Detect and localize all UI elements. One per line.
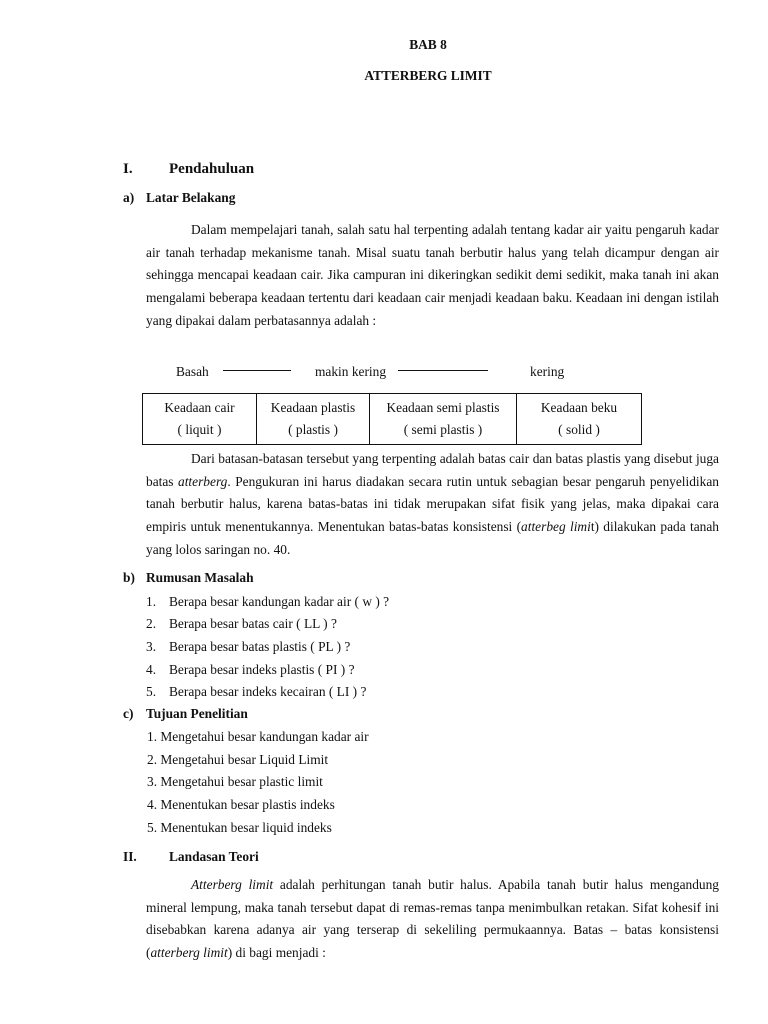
subsection-c-title: Tujuan Penelitian — [146, 706, 248, 721]
atterberg-paragraph-text — [146, 448, 719, 562]
state-cell-semi-plastic — [370, 394, 517, 445]
text-run: adalah perhitungan tanah butir halus. Apabila tanah butir halus mengandung mineral lempung, maka tanah tersebut dapat di remas-remas tanpa menimbulkan retakan. Sifat kohesif ini disebabkan karena adanya air yang terserap di sekeliling permukaannya. Batas – batas konsistensi ( — [146, 877, 719, 961]
text-run: ) di bagi menjadi : — [227, 945, 326, 961]
subsection-b-marker: b) — [123, 570, 135, 585]
scale-label-dry: kering — [530, 364, 565, 379]
list-item: 2. Mengetahui besar Liquid Limit — [147, 752, 329, 767]
state-en: ( semi plastis ) — [403, 422, 483, 437]
state-name: Keadaan beku — [540, 400, 618, 415]
list-item: Berapa besar indeks plastis ( PI ) ? — [169, 662, 355, 677]
atterberg-paragraph — [146, 448, 719, 562]
subsection-a-title: Latar Belakang — [146, 190, 236, 205]
text-run: . Pengukuran ini harus diadakan secara rutin untuk sebagian besar pengaruh penyelidikan tanah berbutir halus, karena batas-batas ini tidak merupakan sifat fisik yang jelas, maka dipakai cara empiris untuk menentukannya. Menentukan batas-batas konsistensi ( — [146, 473, 719, 535]
italic-term: atterberg limit — [150, 945, 228, 961]
state-cell-solid — [517, 394, 642, 445]
scale-label-drier: makin kering — [315, 364, 387, 379]
state-name: Keadaan plastis — [270, 400, 356, 415]
section-2-number: II. — [123, 849, 137, 864]
text-run: t) dilakukan pada tanah yang lolos saringan no. 40. — [146, 519, 719, 557]
state-name: Keadaan semi plastis — [386, 400, 500, 415]
list-item: Berapa besar kandungan kadar air ( w ) ? — [169, 594, 390, 609]
list-item: Berapa besar batas cair ( LL ) ? — [169, 616, 337, 631]
background-paragraph-text: Dalam mempelajari tanah, salah satu hal terpenting adalah tentang kadar air yaitu pengaruh kadar air tanah terhadap mekanisme tanah. Misal suatu tanah berbutir halus yang telah dicampur dengan air sehingga mencapai keadaan cair. Jika campuran ini dikeringkan sedikit demi sedikit, maka tanah ini akan mengalami beberapa keadaan tertentu dari keadaan cair menjadi keadaan baku. Keadaan ini dengan istilah yang dipakai dalam perbatasannya adalah : — [146, 222, 719, 328]
state-en: ( solid ) — [558, 422, 600, 437]
italic-term: atterbeg limi — [521, 519, 591, 535]
subsection-a-marker: a) — [123, 190, 135, 205]
state-cell-plastic — [257, 394, 370, 445]
scale-line-1 — [223, 370, 291, 371]
chapter-label: BAB 8 — [409, 37, 447, 52]
list-item: 1. Mengetahui besar kandungan kadar air — [147, 729, 369, 744]
list-item-number: 5. — [146, 684, 157, 699]
state-en: ( plastis ) — [288, 422, 338, 437]
list-item: 3. Mengetahui besar plastic limit — [147, 774, 323, 789]
list-item: Berapa besar batas plastis ( PL ) ? — [169, 639, 351, 654]
table-row — [143, 394, 642, 445]
list-item-number: 1. — [146, 594, 157, 609]
chapter-title: ATTERBERG LIMIT — [364, 68, 492, 83]
italic-term: Atterberg limit — [191, 877, 274, 892]
section-1-title: Pendahuluan — [169, 161, 255, 177]
consistency-states-table — [142, 393, 642, 445]
theory-paragraph-text — [146, 874, 719, 965]
section-1-number: I. — [123, 161, 133, 177]
state-en: ( liquit ) — [177, 422, 222, 437]
subsection-c-marker: c) — [123, 706, 134, 721]
background-paragraph — [146, 219, 719, 333]
scale-label-wet: Basah — [176, 364, 209, 379]
list-item: 4. Menentukan besar plastis indeks — [147, 797, 335, 812]
list-item-number: 3. — [146, 639, 157, 654]
list-item: Berapa besar indeks kecairan ( LI ) ? — [169, 684, 367, 699]
state-cell-liquid — [143, 394, 257, 445]
text-run: Dari batasan-batasan tersebut yang terpenting adalah batas cair dan batas plastis yang disebut juga batas — [146, 451, 719, 489]
list-item: 5. Menentukan besar liquid indeks — [147, 820, 332, 835]
theory-paragraph — [146, 874, 719, 965]
scale-line-2 — [398, 370, 488, 371]
list-item-number: 4. — [146, 662, 157, 677]
list-item-number: 2. — [146, 616, 157, 631]
italic-term: atterberg — [178, 473, 228, 489]
subsection-b-title: Rumusan Masalah — [146, 570, 254, 585]
state-name: Keadaan cair — [164, 400, 235, 415]
section-2-title: Landasan Teori — [169, 849, 259, 864]
